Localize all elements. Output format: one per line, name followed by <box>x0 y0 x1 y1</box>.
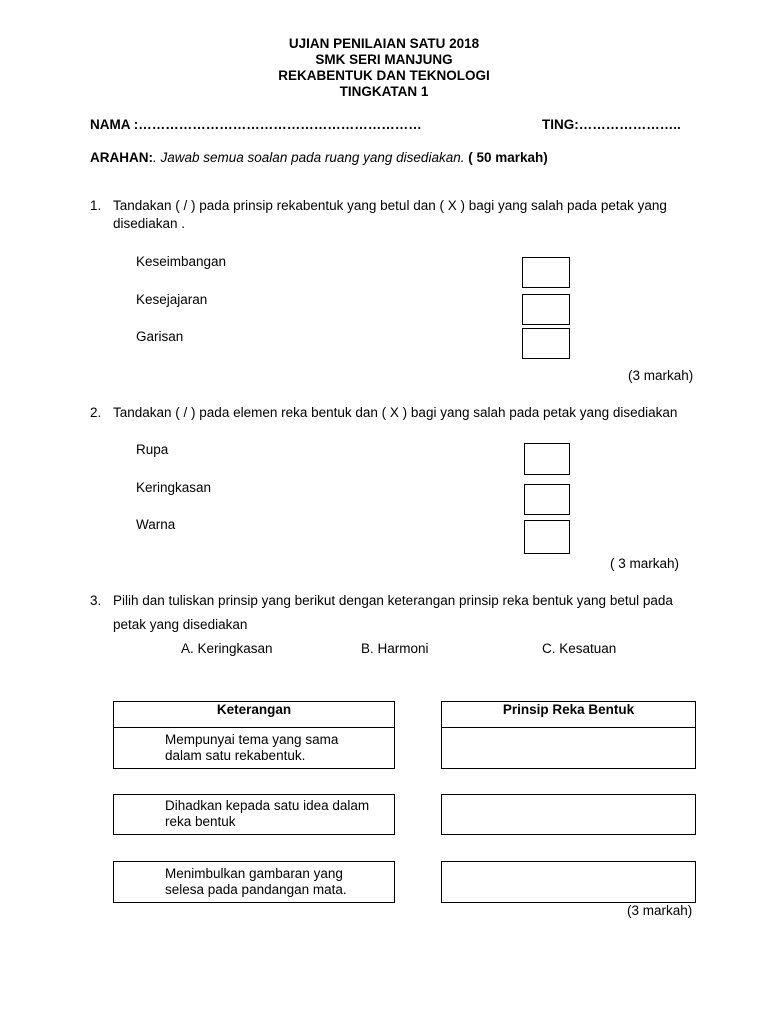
exam-title: UJIAN PENILAIAN SATU 2018 <box>288 36 480 51</box>
principle-answer-box-2[interactable] <box>441 794 696 835</box>
q2-answer-box-1[interactable] <box>524 443 570 475</box>
q2-number: 2. <box>90 405 102 420</box>
q2-answer-box-2[interactable] <box>524 484 570 515</box>
name-field-label: NAMA :……………………………………………………… <box>90 117 422 132</box>
exam-header <box>0 36 768 100</box>
q3-marks: (3 markah) <box>627 903 693 918</box>
instruction-marks: ( 50 markah) <box>464 150 548 165</box>
description-row-2 <box>113 794 395 835</box>
q1-marks: (3 markah) <box>628 368 694 383</box>
q1-number: 1. <box>90 198 102 213</box>
row2-line1: Dihadkan kepada satu idea dalam <box>165 798 370 813</box>
q2-item-3: Warna <box>136 517 176 532</box>
table-header-description <box>113 701 395 728</box>
col2-header-text: Prinsip Reka Bentuk <box>502 702 635 717</box>
class-field-label: TING:………………….. <box>542 117 681 132</box>
q1-answer-box-2[interactable] <box>522 294 570 325</box>
row1-line1: Mempunyai tema yang sama <box>165 732 339 747</box>
row2-line2: reka bentuk <box>165 814 236 829</box>
q3-option-b: B. Harmoni <box>361 641 429 656</box>
principle-answer-box-3[interactable] <box>441 861 696 903</box>
q1-item-1: Keseimbangan <box>136 254 227 269</box>
q3-option-a: A. Keringkasan <box>181 641 273 656</box>
q3-text-line2: petak yang disediakan <box>113 617 248 632</box>
table-header-principle <box>441 701 696 728</box>
instruction <box>90 150 548 165</box>
q2-item-1: Rupa <box>136 442 169 457</box>
q2-marks: ( 3 markah) <box>610 556 680 571</box>
q1-answer-box-3[interactable] <box>522 328 570 359</box>
q1-answer-box-1[interactable] <box>522 257 570 288</box>
principle-answer-box-1[interactable] <box>441 727 696 769</box>
q1-item-2: Kesejajaran <box>136 292 208 307</box>
q3-text-line1: Pilih dan tuliskan prinsip yang berikut dengan keterangan prinsip reka bentuk yang betul pada <box>113 593 673 608</box>
row1-line2: dalam satu rekabentuk. <box>165 748 306 763</box>
form-level: TINGKATAN 1 <box>339 84 429 99</box>
q2-text-line1: Tandakan ( / ) pada elemen reka bentuk dan ( X ) bagi yang salah pada petak yang disediakan <box>113 405 678 420</box>
instruction-text: . Jawab semua soalan pada ruang yang disediakan. <box>153 150 465 165</box>
q1-text-line1: Tandakan ( / ) pada prinsip rekabentuk yang betul dan ( X ) bagi yang salah pada petak yang <box>113 198 667 213</box>
q2-item-2: Keringkasan <box>136 480 212 495</box>
description-row-3 <box>113 861 395 903</box>
q3-option-c: C. Kesatuan <box>542 641 617 656</box>
col1-header-text: Keterangan <box>216 702 292 717</box>
q3-number: 3. <box>90 593 102 608</box>
q1-text-line2: disediakan . <box>113 216 186 231</box>
instruction-label: ARAHAN: <box>90 150 153 165</box>
row3-line2: selesa pada pandangan mata. <box>165 882 347 897</box>
subject-name: REKABENTUK DAN TEKNOLOGI <box>278 68 490 83</box>
q1-item-3: Garisan <box>136 329 184 344</box>
description-row-1 <box>113 727 395 769</box>
row3-line1: Menimbulkan gambaran yang <box>165 866 343 881</box>
school-name: SMK SERI MANJUNG <box>315 52 453 67</box>
q2-answer-box-3[interactable] <box>524 520 570 554</box>
